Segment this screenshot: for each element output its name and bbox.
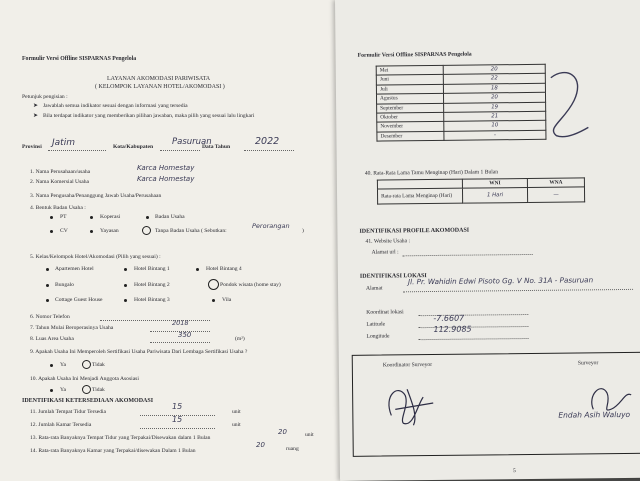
q12-value: 15 xyxy=(172,415,183,424)
q5-b4: Hotel Bintang 4 xyxy=(206,266,242,272)
q5-b1: Hotel Bintang 1 xyxy=(134,266,170,272)
month-value: 10 xyxy=(444,121,546,131)
q8-line xyxy=(150,342,210,343)
q3-label: 3. Nama Pengusaha/Penanggung Jawab Usaha/Perusahaan xyxy=(30,193,162,199)
arrow-icon: ➤ xyxy=(33,103,39,109)
month-name: September xyxy=(377,103,444,113)
provinsi-value: Jatim xyxy=(52,138,75,148)
form-title: Formulir Versi Offline SISPARNAS Pengelola xyxy=(22,56,137,62)
q4-koperasi: Koperasi xyxy=(100,214,121,220)
q9-tidak: Tidak xyxy=(92,362,105,368)
alamat-url-label: Alamat url : xyxy=(371,249,399,256)
instruction-2: Bila terdapat indikator yang memberikan pilihan jawaban, maka pilih yang sesuai lalu lingkari xyxy=(43,113,255,119)
q12-unit: unit xyxy=(232,422,241,428)
provinsi-label: Provinsi xyxy=(22,144,42,150)
q5-pondok: Pondok wisata (home stay) xyxy=(220,282,281,288)
q4-pt: PT xyxy=(60,214,67,220)
month-value: - xyxy=(444,130,546,140)
month-name: Mei xyxy=(376,65,443,75)
q11-value: 15 xyxy=(172,402,183,411)
page-number: 5 xyxy=(512,468,516,475)
longitude-label: Longitude xyxy=(366,333,390,340)
q14-value: 20 xyxy=(256,441,265,449)
surveyor-name: Endah Asih Waluyo xyxy=(558,409,631,420)
q13-unit: unit xyxy=(305,432,314,438)
q4-cv: CV xyxy=(60,228,68,234)
q1-label: 1. Nama Perusahaan/usaha xyxy=(30,169,91,175)
alamat-url-line xyxy=(403,254,533,256)
longitude-line xyxy=(419,338,529,340)
bullet-icon xyxy=(90,230,93,233)
bullet-icon xyxy=(90,216,93,219)
selected-circle-icon xyxy=(208,279,219,290)
tahun-label: Data Tahun xyxy=(202,144,231,150)
bullet-icon xyxy=(124,284,127,287)
q4-bumd: Badan Usaha xyxy=(155,214,185,220)
q5-label: 5. Kelas/Kelompok Hotel/Akomodasi (Pilih yang sesuai) : xyxy=(30,254,161,260)
form-title-right: Formulir Versi Offline SISPARNAS Pengelola xyxy=(357,51,472,59)
q9-label: 9. Apakah Usaha Ini Memperoleh Sertifikasi Usaha Pariwisata Dari Lembaga Sertifikasi Usaha ? xyxy=(30,349,248,355)
q14-label: 14. Rata-rata Banyaknya Kamar yang Terpakai/disewakan Dalam 1 Bulan xyxy=(30,448,196,454)
surveyor-label: Surveyor xyxy=(577,360,599,367)
month-value: 19 xyxy=(444,102,546,112)
month-name: Agustus xyxy=(376,94,443,104)
kota-value: Pasuruan xyxy=(172,137,212,147)
tahun-line xyxy=(244,150,294,151)
q5-apartemen: Apartemen Hotel xyxy=(55,266,94,272)
profil-title: IDENTIFIKASI PROFILE AKOMODASI xyxy=(359,227,470,235)
q13-label: 13. Rata-rata Banyaknya Tempat Tidur yang Terpakai/Disewakan dalam 1 Bulan xyxy=(30,435,211,441)
heading-layanan: LAYANAN AKOMODASI PARIWISATA xyxy=(107,76,211,82)
q5-b2: Hotel Bintang 2 xyxy=(134,282,170,288)
stay-wna-value: — xyxy=(527,187,584,203)
q12-line xyxy=(140,428,215,429)
bullet-icon xyxy=(146,216,149,219)
bullet-icon xyxy=(46,299,49,302)
month-value: 20 xyxy=(443,93,545,103)
longitude-value: 112.9085 xyxy=(433,324,472,334)
q14-unit: ruang xyxy=(286,446,299,452)
q5-b3: Hotel Bintang 3 xyxy=(134,297,170,303)
heading-kelompok: ( KELOMPOK LAYANAN HOTEL/AKOMODASI ) xyxy=(95,84,225,90)
q12-label: 12. Jumlah Kamar Tersedia xyxy=(30,422,92,428)
bullet-icon xyxy=(50,389,53,392)
table-row xyxy=(377,187,584,204)
length-of-stay-table xyxy=(377,177,585,205)
wna-header: WNA xyxy=(527,178,584,188)
alamat-line xyxy=(403,289,633,292)
q7-value: 2018 xyxy=(172,319,189,327)
instructions-label: Petunjuk pengisian : xyxy=(22,94,68,100)
instruction-1: Jawablah semua indikator sesuai dengan informasi yang tersedia xyxy=(43,103,188,109)
bullet-icon xyxy=(50,364,53,367)
q4-close: ) xyxy=(302,228,304,234)
q7-label: 7. Tahun Mulai Beroperasinya Usaha xyxy=(30,325,114,331)
selected-circle-icon xyxy=(82,360,91,369)
q13-value: 20 xyxy=(278,428,287,436)
stay-label: Rata-rata Lama Menginap (Hari) xyxy=(377,189,462,205)
coordinator-signature xyxy=(373,375,444,436)
q2-label: 2. Nama Komersial Usaha xyxy=(30,179,90,185)
latitude-label: Latitude xyxy=(366,321,386,328)
month-name: Oktober xyxy=(377,112,444,122)
q6-label: 6. Nomor Telefon xyxy=(30,314,70,320)
q4-other: Tanpa Badan Usaha ( Sebutkan: xyxy=(155,228,227,234)
kota-label: Kota/Kabupaten xyxy=(113,144,154,150)
q4-other-value: Perorangan xyxy=(252,222,290,230)
selected-circle-icon xyxy=(142,226,151,235)
identifikasi-title: IDENTIFIKASI KETERSEDIAAN AKOMODASI xyxy=(22,398,154,404)
bullet-icon xyxy=(46,268,49,271)
month-value: 18 xyxy=(443,83,545,93)
q6-line xyxy=(100,320,210,321)
q5-vila: Vila xyxy=(222,297,232,303)
lokasi-title: IDENTIFIKASI LOKASI xyxy=(359,273,427,280)
q10-ya: Ya xyxy=(60,387,66,393)
selected-circle-icon xyxy=(82,385,91,394)
latitude-value: -7.6607 xyxy=(433,313,465,323)
q8-label: 8. Luas Area Usaha xyxy=(30,336,74,342)
koordinat-label: Koordinat lokasi xyxy=(366,309,404,316)
signature-box xyxy=(352,352,640,457)
q5-bungalo: Bungalo xyxy=(55,282,74,288)
q11-label: 11. Jumlah Tempat Tidur Tersedia xyxy=(30,409,107,415)
q4-label: 4. Bentuk Badan Usaha : xyxy=(30,205,86,211)
q8-value: 350 xyxy=(178,331,192,339)
q4-yayasan: Yayasan xyxy=(100,228,119,234)
q9-ya: Ya xyxy=(60,362,66,368)
bullet-icon xyxy=(124,268,127,271)
month-value: 20 xyxy=(443,64,545,74)
q11-unit: unit xyxy=(232,409,241,415)
handwritten-bracket-mark xyxy=(536,65,597,146)
q8-unit: (m²) xyxy=(235,336,245,342)
provinsi-line xyxy=(48,150,106,151)
bullet-icon xyxy=(196,268,199,271)
month-value: 22 xyxy=(443,74,545,84)
right-form-page xyxy=(335,0,640,481)
q41-label: 41. Website Usaha : xyxy=(365,238,411,245)
bullet-icon xyxy=(46,284,49,287)
month-name: Desember xyxy=(377,131,444,141)
q10-label: 10. Apakah Usaha Ini Menjadi Anggota Asosiasi xyxy=(30,376,139,382)
kota-line xyxy=(160,150,200,151)
q2-value: Karca Homestay xyxy=(137,175,195,183)
alamat-label: Alamat xyxy=(365,285,383,292)
q10-tidak: Tidak xyxy=(92,387,105,393)
alamat-value: Jl. Pr. Wahidin Edwi Pisoto Gg. V No. 31A - Pasuruan xyxy=(407,275,594,287)
stay-wni-value: 1 Hari xyxy=(462,188,527,204)
q1-value: Karca Homestay xyxy=(137,164,195,172)
wni-header: WNI xyxy=(462,178,527,188)
month-name: Juli xyxy=(376,84,443,94)
bullet-icon xyxy=(212,299,215,302)
arrow-icon: ➤ xyxy=(33,113,39,119)
month-name: November xyxy=(377,122,444,132)
month-name: Juni xyxy=(376,75,443,85)
q40-label: 40. Rata-Rata Lama Tamu Menginap (Hari) Dalam 1 Bulan xyxy=(364,169,499,177)
tahun-value: 2022 xyxy=(255,136,280,147)
bullet-icon xyxy=(124,299,127,302)
koord-surveyor-label: Koordinator Surveyor xyxy=(382,362,433,369)
table-row xyxy=(377,130,546,141)
month-value: 21 xyxy=(444,111,546,121)
bullet-icon xyxy=(50,230,53,233)
q5-cottage: Cottage Guest House xyxy=(55,297,103,303)
bullet-icon xyxy=(50,216,53,219)
monthly-occupancy-table xyxy=(376,64,547,142)
